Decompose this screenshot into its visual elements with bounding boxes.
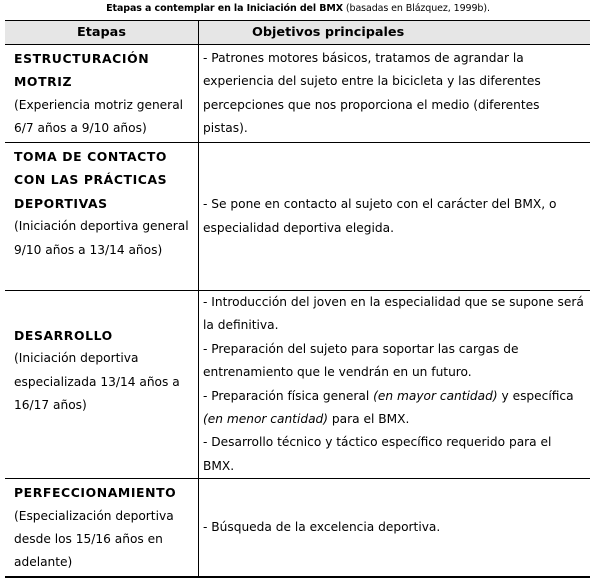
stage-cell <box>5 291 199 479</box>
stage-description: (Experiencia motriz general 6/7 años a 9/10 años) <box>14 97 184 136</box>
header-row <box>5 21 590 45</box>
header-etapas: Etapas <box>5 21 199 45</box>
stage-description: (Iniciación deportiva especializada 13/14 años a 16/17 años) <box>14 351 180 413</box>
table-row <box>5 45 590 143</box>
stages-table <box>5 20 590 578</box>
objective-item: - Se pone en contacto al sujeto con el carácter del BMX, o especialidad deportiva elegida. <box>203 197 557 235</box>
objective-emphasis: (en mayor cantidad) <box>373 388 498 403</box>
objective-text: - Preparación física general <box>203 388 374 403</box>
stage-cell <box>5 143 199 291</box>
stage-description: (Especialización deportiva desde los 15/16 años en adelante) <box>14 508 174 570</box>
stage-name: DESARROLLO <box>14 328 113 343</box>
objectives-cell <box>199 291 591 479</box>
stage-cell <box>5 479 199 578</box>
caption-title: Etapas a contemplar en la Iniciación del BMX <box>106 3 343 14</box>
objective-text: y específica <box>497 388 574 403</box>
stage-cell <box>5 45 199 143</box>
objective-item: - Búsqueda de la excelencia deportiva. <box>203 520 441 535</box>
table-caption <box>0 3 596 15</box>
caption-source: (basadas en Blázquez, 1999b). <box>342 3 490 14</box>
stage-name: PERFECCIONAMIENTO <box>14 485 177 501</box>
table-row <box>5 143 590 291</box>
objectives-cell <box>199 479 591 578</box>
stage-name: ESTRUCTURACIÓN MOTRIZ <box>14 51 150 90</box>
objective-emphasis: (en menor cantidad) <box>203 412 329 427</box>
objectives-cell <box>199 45 591 143</box>
objective-text: para el BMX. <box>328 412 410 427</box>
objective-item: - Patrones motores básicos, tratamos de agrandar la experiencia del sujeto entre la bicicleta y las diferentes percepciones que nos proporciona el medio (diferentes pistas). <box>203 50 541 135</box>
objectives-cell <box>199 143 591 291</box>
stage-description: (Iniciación deportiva general 9/10 años a 13/14 años) <box>14 219 189 257</box>
objective-item: - Preparación del sujeto para soportar las cargas de entrenamiento que le vendrán en un futuro. <box>203 341 519 380</box>
objective-item: - Desarrollo técnico y táctico específico requerido para el BMX. <box>203 435 552 473</box>
stage-name: TOMA DE CONTACTO CON LAS PRÁCTICAS DEPORTIVAS <box>14 149 168 211</box>
objective-item: - Introducción del joven en la especialidad que se supone será la definitiva. <box>203 295 584 333</box>
table-row <box>5 291 590 479</box>
header-objetivos: Objetivos principales <box>199 21 591 45</box>
table-row <box>5 479 590 578</box>
objective-item <box>203 385 586 432</box>
